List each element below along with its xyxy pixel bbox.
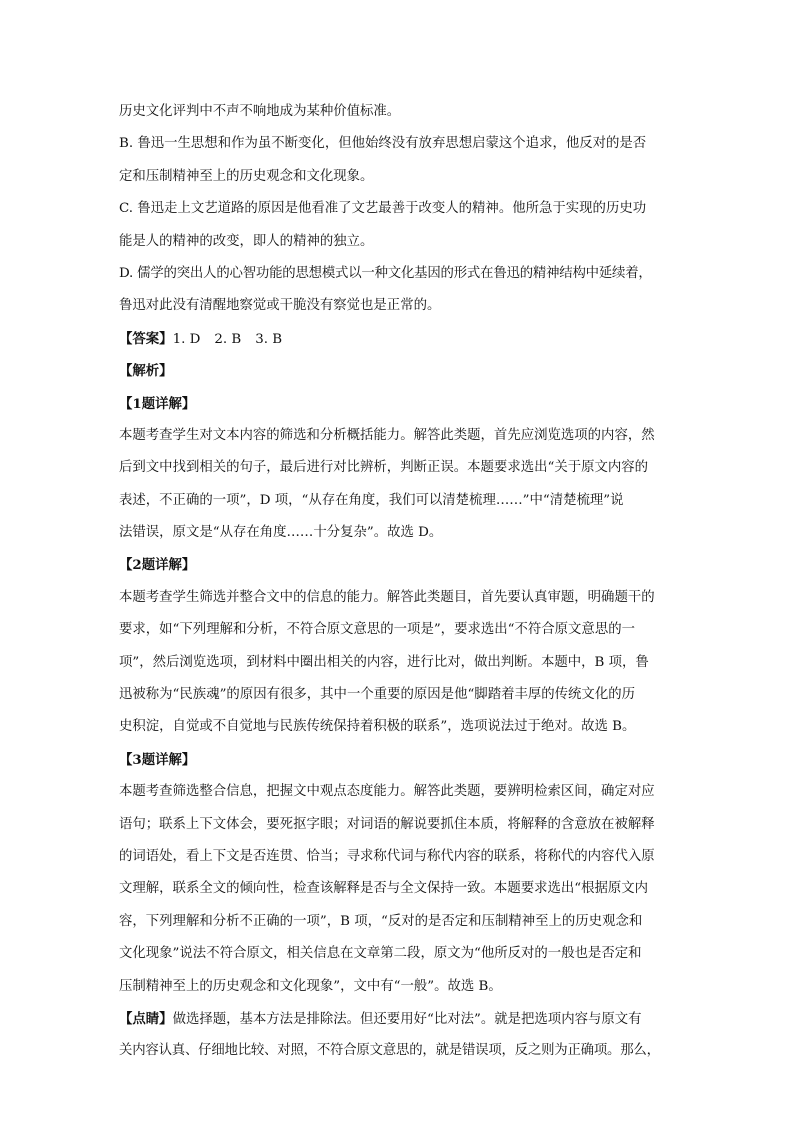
q2-line: 项”，然后浏览选项，到材料中圈出相关的内容，进行比对，做出判断。本题中，B 项，鲁 xyxy=(119,654,649,670)
option-d-line-1: D. 儒学的突出人的心智功能的思想模式以一种文化基因的形式在鲁迅的精神结构中延续着， xyxy=(119,265,652,281)
tip-label: 【点睛】 xyxy=(119,1010,173,1027)
q2-line: 本题考查学生筛选并整合文中的信息的能力。解答此类题目，首先要认真审题，明确题干的 xyxy=(119,589,655,605)
q3-line: 容，下列理解和分析不正确的一项”，B 项，“反对的是否定和压制精神至上的历史观念和 xyxy=(119,913,643,929)
q1-line: 后到文中找到相关的句子，最后进行对比辨析，判断正误。本题要求选出“关于原文内容的 xyxy=(119,460,649,476)
answer-label: 【答案】 xyxy=(119,330,173,347)
option-b-line-2: 定和压制精神至上的历史观念和文化现象。 xyxy=(119,168,374,184)
q3-line: 的词语处，看上下文是否连贯、恰当；寻求称代词与称代内容的联系，将称代的内容代入原 xyxy=(119,848,655,864)
q1-line: 本题考查学生对文本内容的筛选和分析概括能力。解答此类题，首先应浏览选项的内容，然 xyxy=(119,427,655,443)
option-a-tail: 历史文化评判中不声不响地成为某种价值标准。 xyxy=(119,104,401,119)
option-c-line-2: 能是人的精神的改变，即人的精神的独立。 xyxy=(119,233,374,249)
q3-line: 文理解，联系全文的倾向性，检查该解释是否与全文保持一致。本题要求选出“根据原文内 xyxy=(119,881,649,897)
q2-title: 【2题详解】 xyxy=(119,557,196,574)
q1-title: 【1题详解】 xyxy=(119,395,196,412)
answer-line xyxy=(119,323,681,355)
q3-line: 语句；联系上下文体会，要死抠字眼；对词语的解说要抓住本质，将解释的含意放在被解释 xyxy=(119,816,655,832)
q3-line: 压制精神至上的历史观念和文化现象”，文中有“一般”。故选 B。 xyxy=(119,978,502,994)
document-page xyxy=(119,96,681,1068)
answer-item: 2. B xyxy=(214,331,242,347)
answer-item: 3. B xyxy=(255,331,283,347)
option-d-line-2: 鲁迅对此没有清醒地察觉或干脆没有察觉也是正常的。 xyxy=(119,298,441,314)
analysis-label: 【解析】 xyxy=(119,363,173,380)
option-c-line-1: C. 鲁迅走上文艺道路的原因是他看准了文艺最善于改变人的精神。他所急于实现的历史功 xyxy=(119,201,647,217)
q1-line: 法错误，原文是“从存在角度……十分复杂”。故选 D。 xyxy=(119,525,443,541)
q2-line: 要求，如“下列理解和分析，不符合原文意思的一项是”，要求选出“不符合原文意思的一 xyxy=(119,622,635,638)
tip-text: 做选择题，基本方法是排除法。但还要用好“比对法”。就是把选项内容与原文有 xyxy=(172,1011,642,1027)
answer-item: 1. D xyxy=(172,331,201,347)
option-b-line-1: B. 鲁迅一生思想和作为虽不断变化，但他始终没有放弃思想启蒙这个追求，他反对的是否 xyxy=(119,136,647,152)
q3-title: 【3题详解】 xyxy=(119,751,196,768)
q1-line: 表述，不正确的一项”，D 项，“从存在角度，我们可以清楚梳理……”中“清楚梳理”说 xyxy=(119,492,624,508)
tip-line-2: 关内容认真、仔细地比较、对照，不符合原文意思的，就是错误项，反之则为正确项。那么， xyxy=(119,1043,660,1059)
q2-line: 迅被称为“民族魂”的原因有很多，其中一个重要的原因是他“脚踏着丰厚的传统文化的历 xyxy=(119,687,635,703)
tip-line-1 xyxy=(119,1003,681,1035)
q3-line: 本题考查筛选整合信息，把握文中观点态度能力。解答此类题，要辨明检索区间，确定对应 xyxy=(119,784,655,800)
q2-line: 史积淀，自觉或不自觉地与民族传统保持着积极的联系”，选项说法过于绝对。故选 B。 xyxy=(119,719,636,735)
q3-line: 文化现象”说法不符合原文，相关信息在文章第二段，原文为“他所反对的一般也是否定和 xyxy=(119,946,642,962)
